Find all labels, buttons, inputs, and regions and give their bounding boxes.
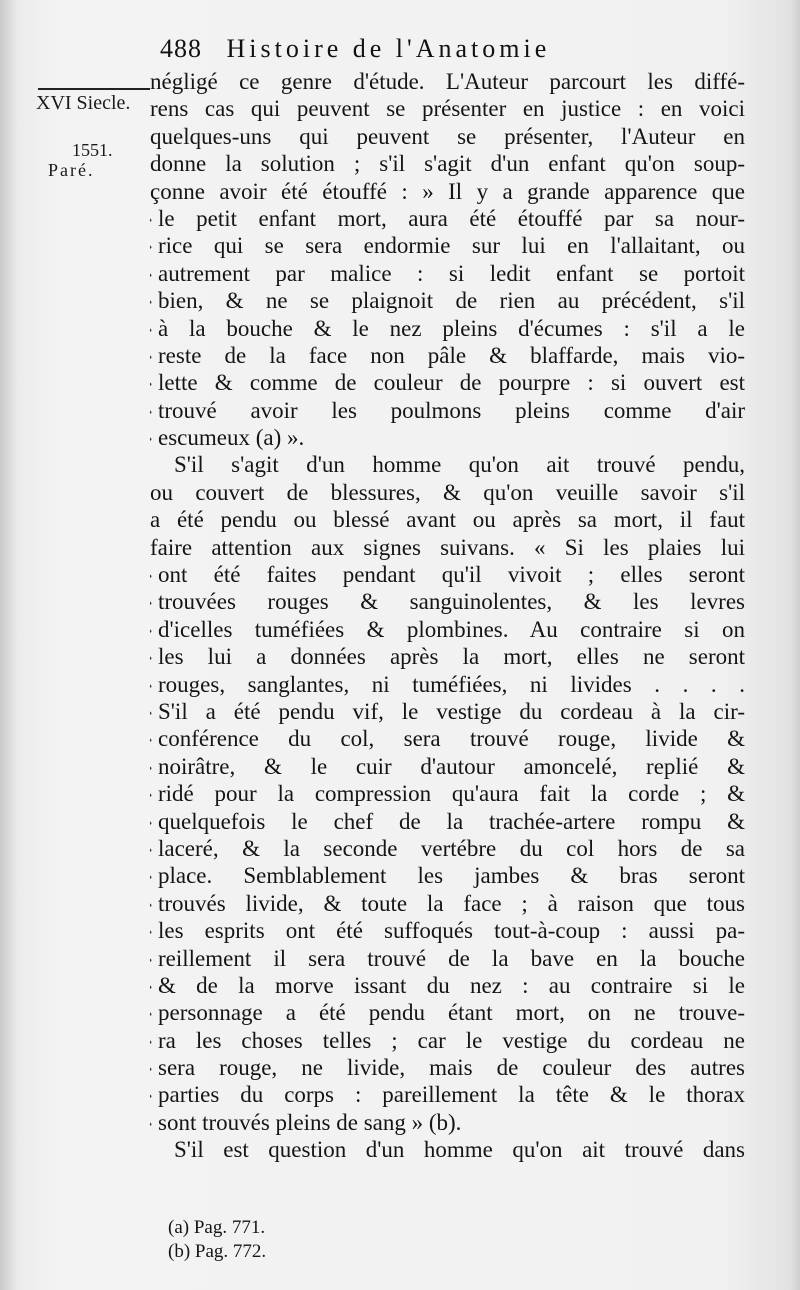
text-line: quelques-uns qui peuvent se présenter, l'Auteur en: [150, 123, 745, 149]
margin-note-year: 1551.: [72, 140, 113, 160]
footnotes: [168, 1216, 488, 1264]
text-line: » & de la morve issant du nez : au contraire si le: [150, 972, 745, 999]
text-line: ou couvert de blessures, & qu'on veuille savoir s'il: [150, 479, 745, 505]
text-line: » parties du corps : pareillement la tête & le thorax: [150, 1081, 745, 1108]
text-line: » bien, & ne se plaignoit de rien au précédent, s'il: [150, 287, 745, 314]
text-line: » place. Semblablement les jambes & bras seront: [150, 862, 745, 889]
text-line: a été pendu ou blessé avant ou après sa mort, il faut: [150, 507, 745, 533]
footnote: (b) Pag. 772.: [168, 1241, 267, 1262]
margin-note-name: Paré.: [48, 160, 95, 180]
margin-note-century: XVI Siecle.: [36, 92, 131, 114]
text-line: » escumeux (a) ».: [150, 424, 745, 451]
text-line: S'il s'agit d'un homme qu'on ait trouvé pendu,: [174, 452, 745, 478]
text-line: » conférence du col, sera trouvé rouge, livide &: [150, 725, 745, 752]
text-line: » rice qui se sera endormie sur lui en l'allaitant, ou: [150, 232, 745, 259]
page-number: 488: [160, 34, 202, 63]
text-line: çonne avoir été étouffé : » Il y a grande apparence que: [150, 178, 745, 204]
text-line: » ont été faites pendant qu'il vivoit ; elles seront: [150, 561, 745, 588]
text-line: » trouvés livide, & toute la face ; à raison que tous: [150, 890, 745, 917]
text-line: » sont trouvés pleins de sang » (b).: [150, 1109, 745, 1136]
text-line: » le petit enfant mort, aura été étouffé par sa nour-: [150, 205, 745, 232]
text-line: » reillement il sera trouvé de la bave en la bouche: [150, 945, 745, 972]
text-line: » rouges, sanglantes, ni tuméfiées, ni livides . . . .: [150, 671, 745, 698]
running-header: [160, 34, 740, 70]
running-title: Histoire de l'Anatomie: [226, 34, 551, 63]
text-line: » trouvé avoir les poulmons pleins comme d'air: [150, 397, 745, 424]
text-line: donne la solution ; s'il s'agit d'un enfant qu'on soup-: [150, 151, 745, 177]
text-line: » sera rouge, ne livide, mais de couleur des autres: [150, 1054, 745, 1081]
text-line: » les esprits ont été suffoqués tout-à-coup : aussi pa-: [150, 917, 745, 944]
text-line: » les lui a données après la mort, elles ne seront: [150, 643, 745, 670]
text-line: » d'icelles tuméfiées & plombines. Au contraire si on: [150, 616, 745, 643]
text-line: » ridé pour la compression qu'aura fait la corde ; &: [150, 780, 745, 807]
text-line: » laceré, & la seconde vertébre du col hors de sa: [150, 835, 745, 862]
text-line: S'il est question d'un homme qu'on ait trouvé dans: [174, 1137, 745, 1163]
footnote: (a) Pag. 771.: [168, 1217, 266, 1238]
text-line: » ra les choses telles ; car le vestige du cordeau ne: [150, 1027, 745, 1054]
text-line: » personnage a été pendu étant mort, on ne trouve-: [150, 999, 745, 1026]
text-line: » à la bouche & le nez pleins d'écumes : s'il a le: [150, 315, 745, 342]
body-text: [150, 68, 745, 1164]
text-line: » autrement par malice : si ledit enfant se portoit: [150, 260, 745, 287]
margin-rule: [38, 88, 150, 90]
text-line: » noirâtre, & le cuir d'autour amoncelé, replié &: [150, 753, 745, 780]
text-line: faire attention aux signes suivans. « Si les plaies lui: [150, 534, 745, 560]
text-line: » quelquefois le chef de la trachée-artere rompu &: [150, 808, 745, 835]
text-line: » trouvées rouges & sanguinolentes, & les levres: [150, 588, 745, 615]
text-line: rens cas qui peuvent se présenter en justice : en voici: [150, 96, 745, 122]
text-line: négligé ce genre d'étude. L'Auteur parcourt les diffé-: [150, 69, 745, 94]
text-line: » lette & comme de couleur de pourpre : si ouvert est: [150, 369, 745, 396]
text-line: » reste de la face non pâle & blaffarde, mais vio-: [150, 342, 745, 369]
text-line: » S'il a été pendu vif, le vestige du cordeau à la cir-: [150, 698, 745, 725]
